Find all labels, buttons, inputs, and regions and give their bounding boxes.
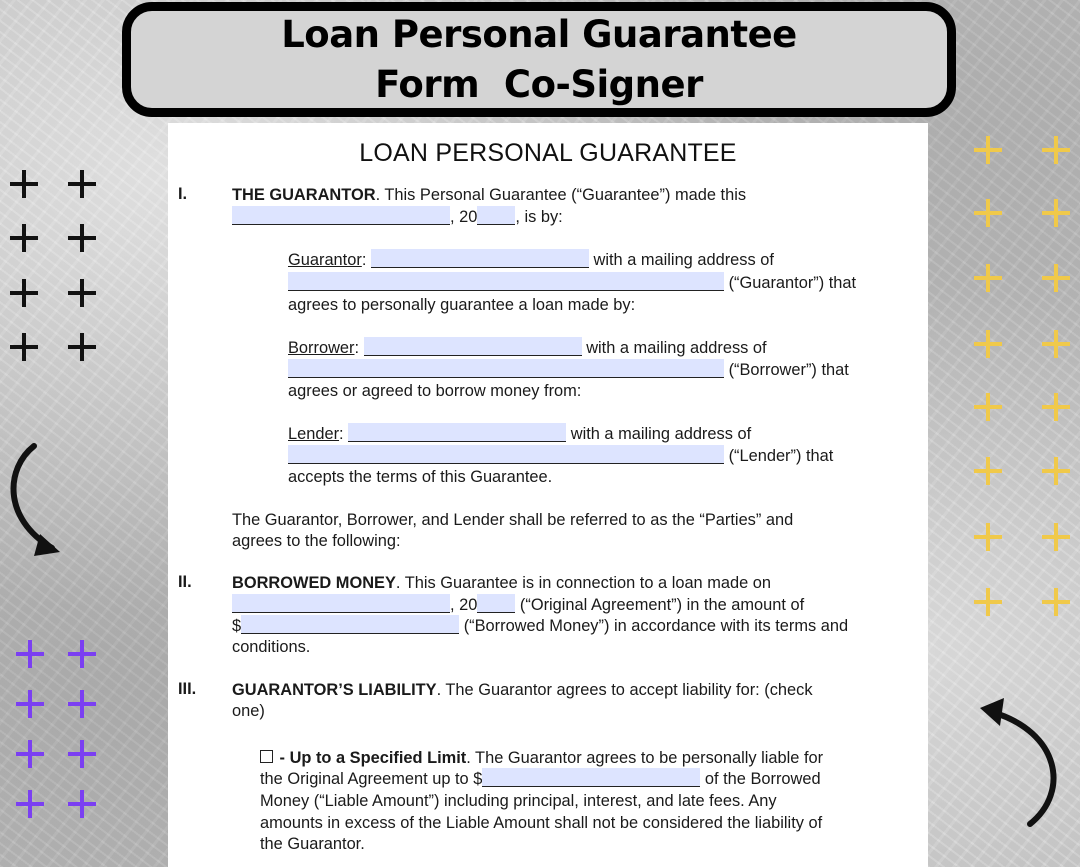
parties-line-1: The Guarantor, Borrower, and Lender shall be referred to as the “Parties” and	[232, 511, 794, 529]
banner-title-line-1: Loan Personal Guarantee	[281, 12, 797, 56]
borrower-name-field[interactable]	[364, 337, 582, 356]
plus-icon	[1042, 588, 1070, 616]
plus-icon	[974, 330, 1002, 358]
lender-name-field[interactable]	[348, 423, 566, 442]
option-title: - Up to a Specified Limit	[275, 749, 467, 767]
section-2-line-3	[232, 615, 848, 637]
section-2-line-4: conditions.	[232, 638, 311, 656]
year-field[interactable]	[477, 206, 515, 225]
plus-icon	[16, 640, 44, 668]
option-text: . The Guarantor agrees to be personally liable for	[466, 749, 824, 767]
text-fragment: with a mailing address of	[570, 425, 752, 443]
guarantor-line-1	[288, 249, 774, 271]
plus-icon	[16, 790, 44, 818]
guarantor-name-field[interactable]	[371, 249, 589, 268]
section-text: . This Personal Guarantee (“Guarantee”) made this	[375, 186, 747, 204]
text-fragment: with a mailing address of	[586, 339, 767, 357]
text-fragment: :	[339, 425, 344, 443]
plus-icon	[974, 264, 1002, 292]
loan-date-field[interactable]	[232, 594, 450, 613]
text-fragment: :	[354, 339, 360, 357]
guarantor-line-3: agrees to personally guarantee a loan made by:	[288, 296, 636, 314]
text-fragment: of the Borrowed	[704, 770, 821, 788]
plus-icon	[1042, 264, 1070, 292]
lender-label: Lender	[288, 425, 340, 443]
section-text: . This Guarantee is in connection to a loan made on	[395, 574, 772, 592]
text-fragment: (“Original Agreement”) in the amount of	[519, 596, 805, 614]
lender-line-2	[288, 445, 833, 467]
plus-icon	[10, 170, 38, 198]
plus-icon	[10, 224, 38, 252]
lender-address-field[interactable]	[288, 445, 724, 464]
section-title: GUARANTOR’S LIABILITY	[232, 681, 437, 699]
plus-icon	[16, 740, 44, 768]
borrower-address-field[interactable]	[288, 359, 724, 378]
plus-icon	[974, 457, 1002, 485]
plus-icon	[1042, 457, 1070, 485]
plus-icon	[16, 690, 44, 718]
guarantor-address-field[interactable]	[288, 272, 724, 291]
text-fragment: , 20	[450, 596, 478, 614]
text-fragment: (“Borrower”) that	[728, 361, 849, 379]
text-fragment: (“Borrowed Money”) in accordance with its terms and	[463, 617, 849, 635]
option-line-4: amounts in excess of the Liable Amount shall not be considered the liability of	[260, 814, 823, 832]
text-fragment: , is by:	[515, 208, 563, 226]
plus-icon	[68, 224, 96, 252]
loan-year-field[interactable]	[477, 594, 515, 613]
option-line-1	[260, 747, 823, 769]
text-fragment: (“Lender”) that	[728, 447, 834, 465]
text-fragment: , 20	[450, 208, 478, 226]
plus-icon	[68, 279, 96, 307]
plus-icon	[68, 170, 96, 198]
checkbox-icon[interactable]	[260, 750, 273, 763]
section-title: THE GUARANTOR	[232, 186, 376, 204]
borrower-line-3: agrees or agreed to borrow money from:	[288, 382, 582, 400]
plus-icon	[1042, 199, 1070, 227]
banner-title-line-2: Form Co-Signer	[375, 62, 703, 106]
plus-icon	[1042, 136, 1070, 164]
section-3-line-1	[232, 679, 813, 701]
liable-amount-field[interactable]	[482, 768, 700, 787]
section-text: . The Guarantor agrees to accept liability for: (check	[436, 681, 813, 699]
plus-icon	[10, 333, 38, 361]
plus-icon	[68, 790, 96, 818]
section-number: III.	[178, 680, 197, 698]
guarantor-label: Guarantor	[288, 251, 362, 269]
text-fragment: :	[361, 251, 367, 269]
text-fragment: $	[232, 617, 242, 635]
plus-icon	[68, 640, 96, 668]
plus-icon	[1042, 523, 1070, 551]
section-1-line-2	[232, 206, 563, 228]
section-2-line-2	[232, 594, 804, 616]
title-banner	[122, 2, 956, 117]
document-heading: LOAN PERSONAL GUARANTEE	[359, 139, 737, 167]
lender-line-3: accepts the terms of this Guarantee.	[288, 468, 553, 486]
date-field[interactable]	[232, 206, 450, 225]
plus-icon	[1042, 393, 1070, 421]
section-number: I.	[178, 185, 188, 203]
plus-icon	[974, 523, 1002, 551]
borrower-line-2	[288, 359, 849, 381]
lender-line-1	[288, 423, 751, 445]
plus-icon	[68, 333, 96, 361]
text-fragment: the Original Agreement up to $	[260, 770, 483, 788]
curved-arrow-icon	[0, 438, 80, 568]
guarantor-line-2	[288, 272, 856, 294]
borrower-line-1	[288, 337, 767, 359]
text-fragment: with a mailing address of	[593, 251, 774, 269]
document-page	[168, 123, 928, 867]
plus-icon	[68, 690, 96, 718]
plus-icon	[10, 279, 38, 307]
loan-amount-field[interactable]	[241, 615, 459, 634]
borrower-label: Borrower	[288, 339, 355, 357]
plus-icon	[974, 199, 1002, 227]
plus-icon	[974, 393, 1002, 421]
option-line-2	[260, 768, 821, 790]
option-line-3: Money (“Liable Amount”) including principal, interest, and late fees. Any	[260, 792, 777, 810]
section-number: II.	[178, 573, 192, 591]
section-3-line-2: one)	[232, 702, 265, 720]
plus-icon	[974, 136, 1002, 164]
parties-line-2: agrees to the following:	[232, 532, 401, 550]
plus-icon	[1042, 330, 1070, 358]
section-1-line-1	[232, 184, 746, 206]
plus-icon	[974, 588, 1002, 616]
section-title: BORROWED MONEY	[232, 574, 396, 592]
plus-icon	[68, 740, 96, 768]
text-fragment: (“Guarantor”) that	[728, 274, 857, 292]
option-line-5: the Guarantor.	[260, 835, 365, 853]
curved-arrow-icon	[970, 692, 1070, 832]
section-2-line-1	[232, 572, 771, 594]
